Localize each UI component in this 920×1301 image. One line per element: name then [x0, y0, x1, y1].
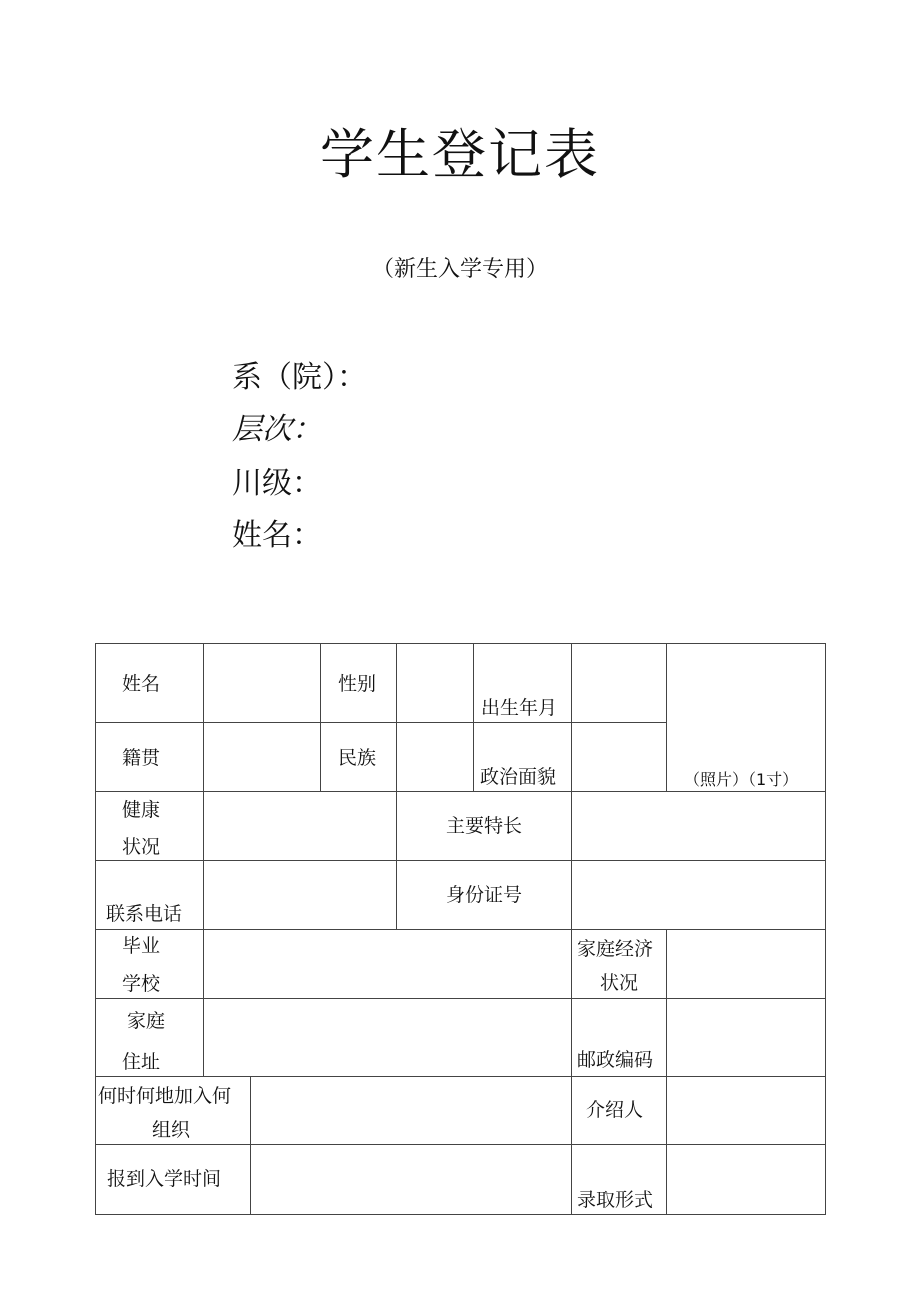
- department-field-label: 系（院）：: [232, 360, 367, 395]
- native-place-label: 籍贯: [122, 747, 161, 769]
- table-rule: [95, 1214, 826, 1215]
- org-join-label-line2: 组织: [152, 1119, 191, 1141]
- table-rule: [320, 643, 321, 792]
- level-field-label: 层次：: [232, 412, 322, 447]
- admission-type-label: 录取形式: [577, 1189, 654, 1211]
- table-rule: [95, 643, 826, 644]
- birth-label: 出生年月: [481, 697, 558, 719]
- org-join-label-line1: 何时何地加入何: [98, 1085, 232, 1107]
- address-label-line2: 住址: [122, 1051, 161, 1073]
- table-rule: [250, 1076, 251, 1215]
- name-field-label: 姓名：: [232, 518, 322, 553]
- table-rule: [95, 643, 96, 1215]
- table-rule: [571, 643, 572, 1215]
- table-rule: [95, 929, 826, 930]
- table-rule: [825, 643, 826, 1215]
- ethnicity-label: 民族: [338, 747, 377, 769]
- page-subtitle: （新生入学专用）: [371, 257, 548, 282]
- id-number-label: 身份证号: [446, 884, 523, 906]
- skill-label: 主要特长: [446, 815, 523, 837]
- politics-label: 政治面貌: [480, 766, 557, 788]
- table-rule: [203, 643, 204, 1077]
- school-label-line2: 学校: [122, 973, 161, 995]
- photo-placeholder-label: （照片）（1寸）: [684, 770, 799, 789]
- gender-label: 性别: [338, 673, 377, 695]
- school-label-line1: 毕业: [122, 935, 161, 957]
- class-field-label: 川级：: [232, 466, 322, 501]
- introducer-label: 介绍人: [586, 1099, 644, 1121]
- name-label: 姓名: [122, 673, 161, 695]
- table-rule: [95, 1076, 826, 1077]
- table-rule: [95, 860, 826, 861]
- phone-label: 联系电话: [106, 903, 183, 925]
- enroll-time-label: 报到入学时间: [107, 1168, 222, 1190]
- table-rule: [95, 998, 826, 999]
- table-rule: [473, 643, 474, 792]
- family-economy-label-line1: 家庭经济: [577, 938, 654, 960]
- table-rule: [666, 929, 667, 1215]
- address-label-line1: 家庭: [127, 1010, 166, 1032]
- page-title: 学生登记表: [320, 123, 600, 186]
- postcode-label: 邮政编码: [577, 1049, 654, 1071]
- health-label-line2: 状况: [122, 836, 161, 858]
- table-rule: [95, 722, 667, 723]
- table-rule: [95, 1144, 826, 1145]
- family-economy-label-line2: 状况: [600, 972, 639, 994]
- health-label-line1: 健康: [122, 799, 161, 821]
- table-rule: [666, 643, 667, 792]
- table-rule: [396, 643, 397, 930]
